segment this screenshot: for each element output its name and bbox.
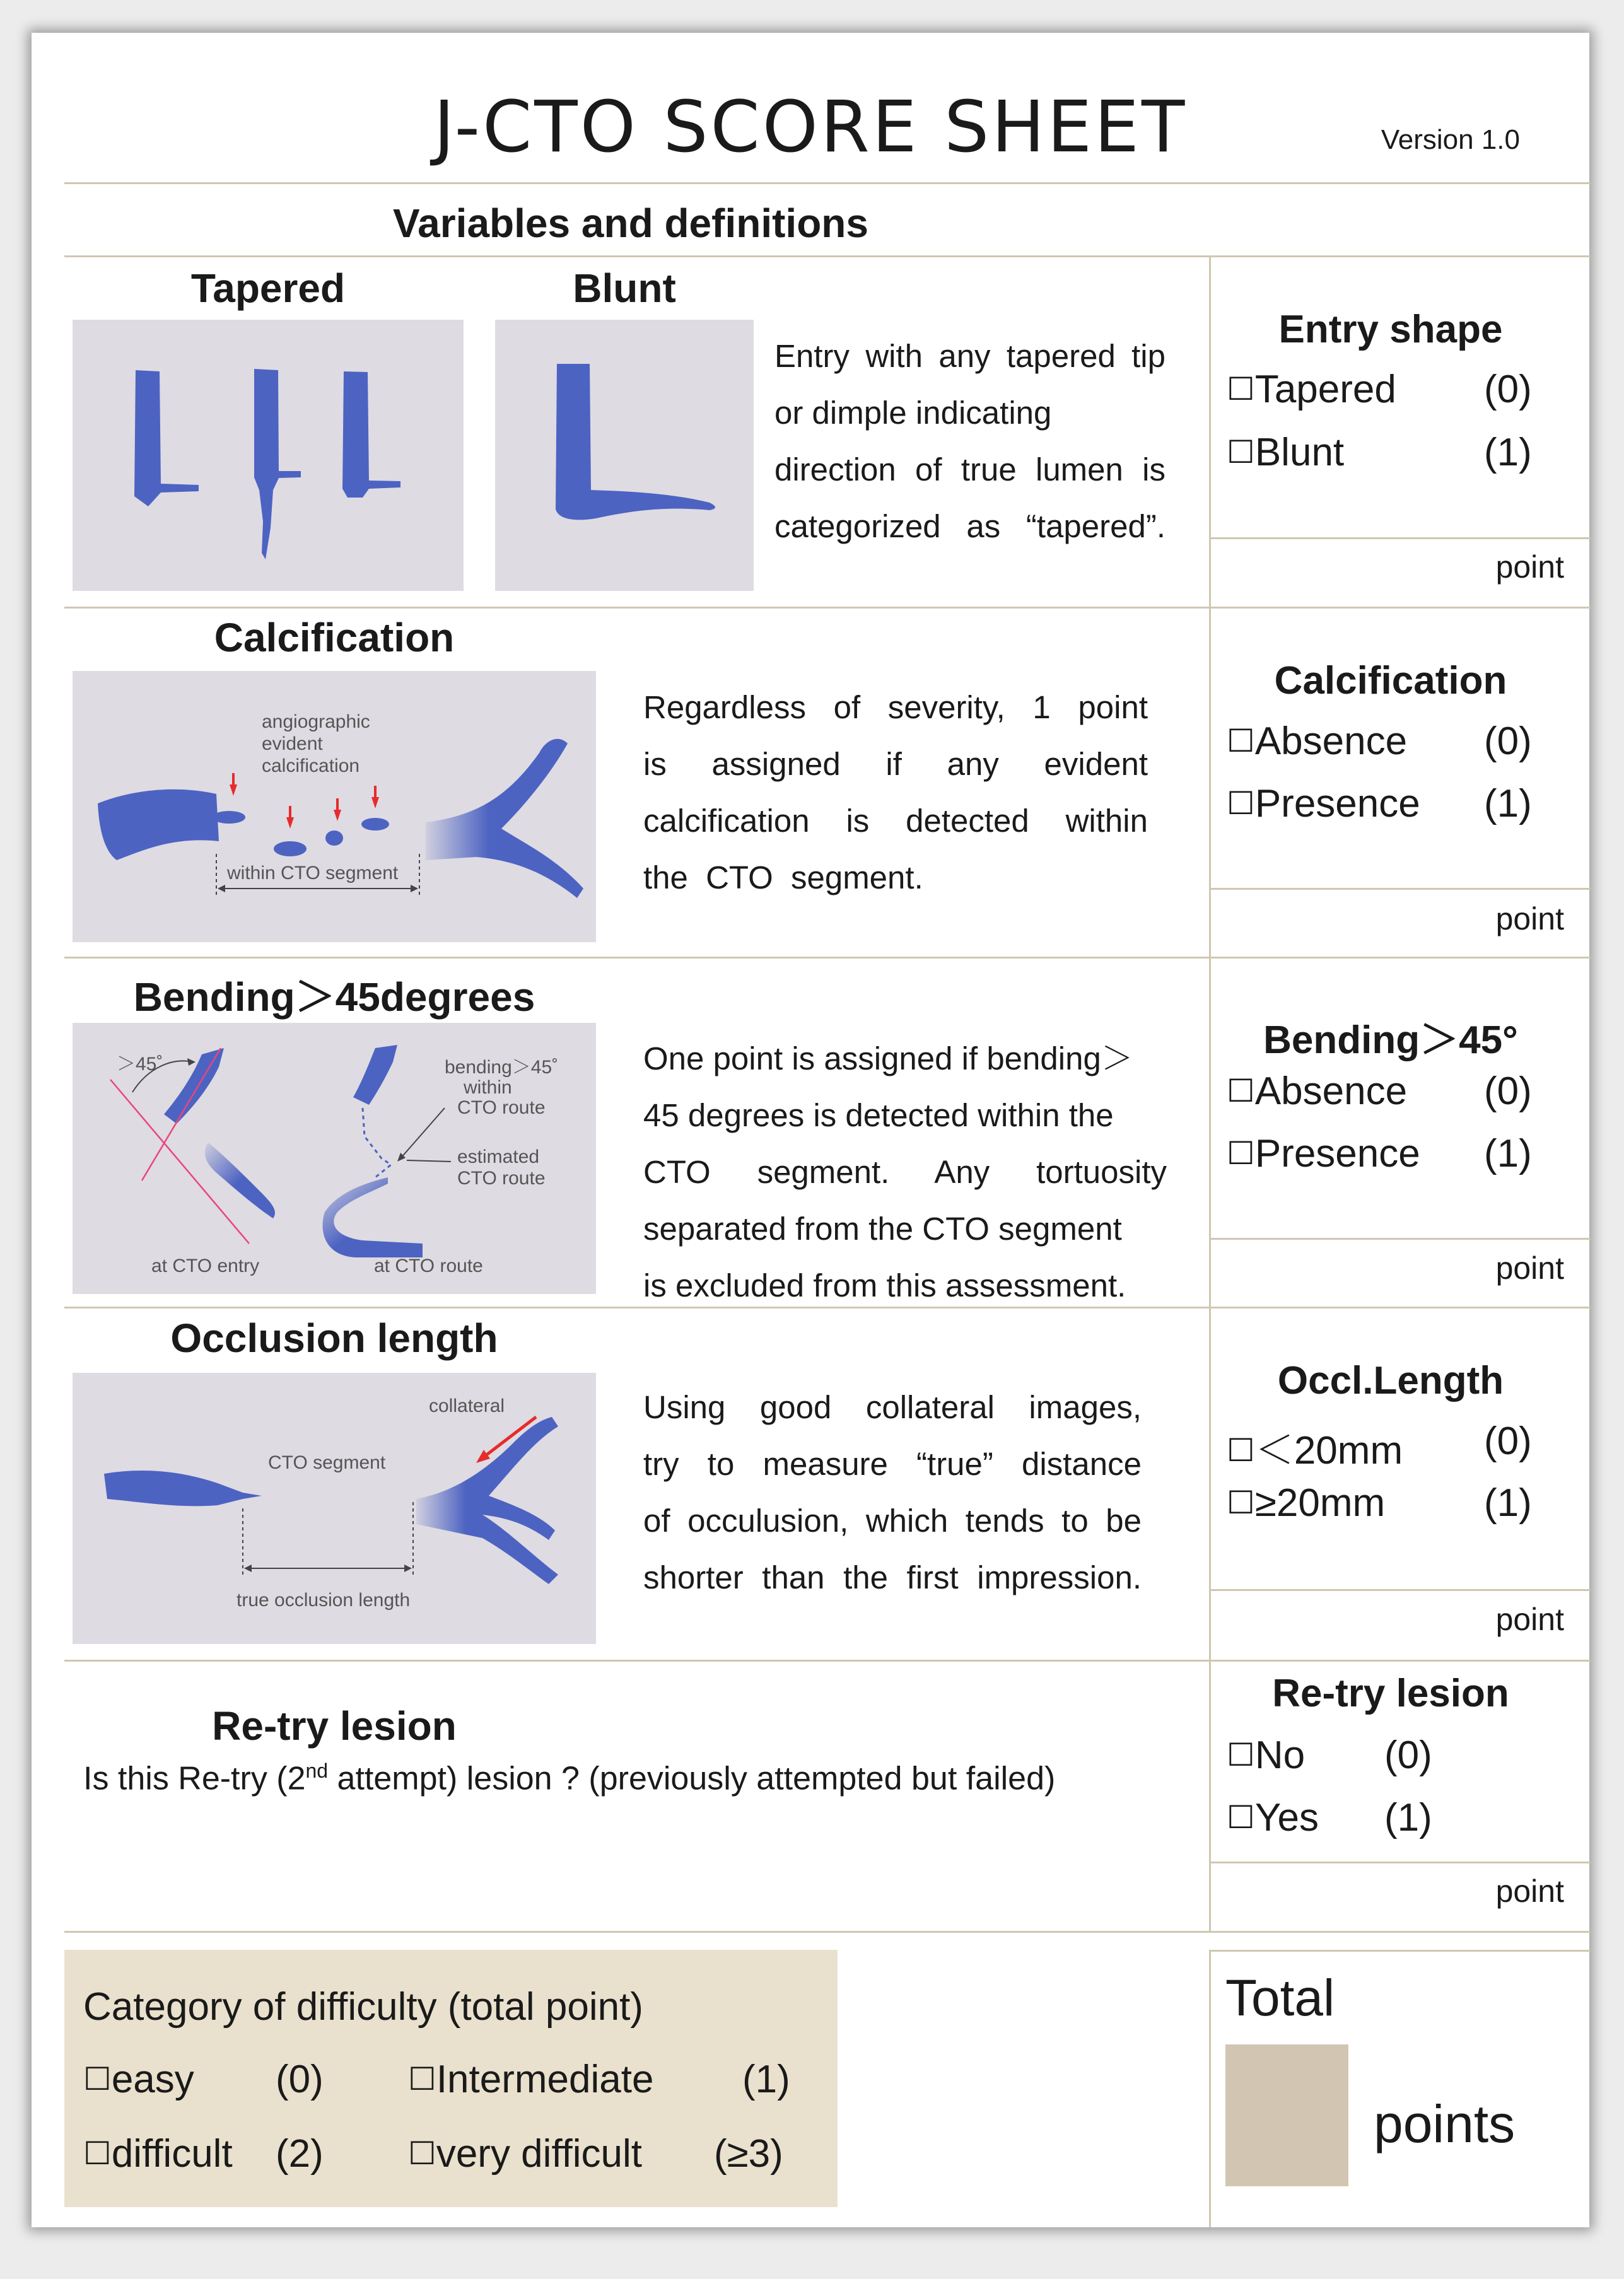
checkbox-icon[interactable]: ☐ [83, 2061, 112, 2097]
bend-desc-line: 45 degrees is detected within the [643, 1097, 1114, 1133]
bend-route-label-line: bending＞45˚ [445, 1057, 559, 1078]
occlusion-description [643, 1379, 1142, 1606]
option-score: (≥3) [714, 2132, 783, 2176]
calc-desc-line: Regardless of severity, 1 point [643, 689, 1148, 725]
page-title: J-CTO SCORE SHEET [433, 86, 1188, 168]
entry-shape-heading: Entry shape [1278, 308, 1503, 351]
bend-route-label-line: CTO route [457, 1097, 546, 1118]
entry-option-tapered[interactable] [1227, 367, 1396, 412]
entry-desc-line: or dimple indicating [774, 395, 1052, 431]
calcification-heading: Calcification [214, 615, 455, 660]
bend-desc-line: is excluded from this assessment. [643, 1268, 1126, 1303]
option-score: (1) [1484, 431, 1532, 474]
total-label: Total [1225, 1969, 1335, 2027]
category-option-difficult[interactable] [83, 2131, 233, 2176]
checkbox-icon[interactable]: ☐ [1227, 1799, 1255, 1836]
occl-collateral-label: collateral [429, 1396, 505, 1416]
checkbox-icon[interactable]: ☐ [1227, 1432, 1255, 1469]
bend-desc-line: separated from the CTO segment [643, 1211, 1122, 1247]
row-divider [64, 1660, 1591, 1662]
option-label: difficult [111, 2132, 233, 2176]
bend-angle-label: ＞45˚ [117, 1054, 163, 1075]
checkbox-icon[interactable]: ☐ [1227, 434, 1255, 470]
occl-desc-line: try to measure “true” distance [643, 1446, 1142, 1482]
points-label: points [1374, 2094, 1516, 2154]
occlusion-right-heading: Occl.Length [1277, 1359, 1504, 1402]
occlusion-illustration [73, 1373, 596, 1644]
retry-question-text: attempt) lesion ? (previously attempted but failed) [328, 1760, 1056, 1797]
total-points-field[interactable] [1225, 2044, 1348, 2186]
retry-right-heading: Re-try lesion [1272, 1672, 1509, 1715]
checkbox-icon[interactable]: ☐ [83, 2135, 112, 2172]
checkbox-icon[interactable]: ☐ [1227, 723, 1255, 759]
point-rule [1211, 1238, 1591, 1240]
option-label: No [1254, 1734, 1306, 1777]
category-option-very-difficult[interactable] [408, 2131, 642, 2176]
occl-desc-line: of occulusion, which tends to be [643, 1503, 1142, 1539]
entry-option-blunt[interactable] [1227, 430, 1344, 475]
tapered-image [73, 320, 464, 591]
option-label: ≥20mm [1254, 1481, 1386, 1525]
occlusion-heading: Occlusion length [170, 1315, 498, 1361]
point-rule [1211, 1862, 1591, 1863]
retry-point-field[interactable]: point [1495, 1874, 1564, 1909]
row-divider [64, 1931, 1591, 1933]
option-label: Presence [1254, 1132, 1420, 1175]
bend-option-presence[interactable] [1227, 1131, 1420, 1176]
bend-route-label: at CTO route [374, 1256, 483, 1276]
calc-segment-label: within CTO segment [227, 863, 399, 883]
retry-question [83, 1759, 1055, 1797]
retry-option-yes[interactable] [1227, 1795, 1319, 1840]
bending-image [73, 1023, 596, 1294]
column-divider [1209, 255, 1211, 1933]
tapered-vessels-illustration [73, 320, 464, 591]
option-label: Intermediate [436, 2058, 654, 2101]
option-score: (0) [1384, 1734, 1432, 1777]
calc-label-line: evident [262, 733, 323, 754]
calc-point-field[interactable]: point [1495, 901, 1564, 936]
calc-option-absence[interactable] [1227, 719, 1407, 764]
occlusion-image [73, 1373, 596, 1644]
difficulty-category-panel [64, 1950, 838, 2207]
calc-desc-line: calcification is detected within [643, 803, 1148, 839]
bend-desc-line: One point is assigned if bending＞ [643, 1040, 1133, 1076]
bending-right-heading: Bending＞45° [1263, 1018, 1518, 1062]
entry-desc-line: Entry with any tapered tip [774, 338, 1165, 374]
option-score: (1) [1384, 1796, 1432, 1839]
option-label: ＜20mm [1254, 1429, 1403, 1472]
calcification-illustration [73, 671, 596, 942]
option-score: (0) [1484, 720, 1532, 763]
bending-description [643, 1030, 1167, 1314]
bend-option-absence[interactable] [1227, 1069, 1407, 1114]
occl-true-length-label: true occlusion length [237, 1590, 411, 1611]
category-option-easy[interactable] [83, 2057, 194, 2102]
subtitle-rule [64, 255, 1591, 257]
row-divider [64, 607, 1591, 609]
checkbox-icon[interactable]: ☐ [1227, 1073, 1255, 1109]
checkbox-icon[interactable]: ☐ [1227, 1484, 1255, 1521]
point-rule [1211, 1589, 1591, 1591]
option-score: (0) [276, 2058, 324, 2101]
option-score: (2) [276, 2132, 324, 2176]
bending-heading: Bending＞45degrees [133, 974, 535, 1020]
option-label: Tapered [1254, 368, 1396, 411]
checkbox-icon[interactable]: ☐ [1227, 785, 1255, 822]
checkbox-icon[interactable]: ☐ [1227, 371, 1255, 407]
row-divider [64, 957, 1591, 959]
occl-point-field[interactable]: point [1495, 1602, 1564, 1637]
option-score: (0) [1484, 1070, 1532, 1113]
option-label: Yes [1254, 1796, 1319, 1839]
calc-label-line: angiographic [262, 711, 370, 732]
entry-point-field[interactable]: point [1495, 549, 1564, 585]
entry-desc-line: direction of true lumen is [774, 452, 1165, 487]
category-title: Category of difficulty (total point) [83, 1985, 643, 2029]
bend-point-field[interactable]: point [1495, 1250, 1564, 1286]
option-label: Blunt [1254, 431, 1345, 474]
header-rule [64, 182, 1591, 184]
option-score: (1) [1484, 1481, 1532, 1525]
option-score: (1) [1484, 782, 1532, 825]
retry-question-text: Is this Re-try (2 [83, 1760, 306, 1797]
calcification-description [643, 679, 1148, 906]
category-option-intermediate[interactable] [408, 2057, 653, 2102]
bend-estimated-label-line: estimated [457, 1146, 540, 1167]
checkbox-icon[interactable]: ☐ [408, 2135, 436, 2172]
option-label: Presence [1254, 782, 1420, 825]
option-score: (0) [1484, 368, 1532, 411]
option-score: (1) [1484, 1132, 1532, 1175]
bend-estimated-label-line: CTO route [457, 1168, 546, 1189]
score-sheet [32, 33, 1589, 2227]
blunt-heading: Blunt [573, 265, 676, 311]
option-score: (1) [742, 2058, 790, 2101]
bend-route-label-line: within [464, 1077, 512, 1098]
occl-option-short[interactable] [1227, 1419, 1403, 1475]
calcification-image [73, 671, 596, 942]
calcification-right-heading: Calcification [1274, 659, 1507, 702]
retry-question-sup: nd [305, 1759, 329, 1782]
occl-segment-label: CTO segment [268, 1452, 386, 1473]
retry-option-no[interactable] [1227, 1733, 1305, 1778]
occl-desc-line: shorter than the first impression. [643, 1559, 1142, 1595]
bend-entry-label: at CTO entry [151, 1256, 260, 1276]
tapered-heading: Tapered [190, 265, 346, 311]
bend-desc-line: CTO segment. Any tortuosity [643, 1154, 1167, 1190]
column-divider [1209, 1950, 1211, 2227]
checkbox-icon[interactable]: ☐ [1227, 1737, 1255, 1773]
blunt-image [495, 320, 754, 591]
occl-desc-line: Using good collateral images, [643, 1389, 1142, 1425]
occl-option-long[interactable] [1227, 1481, 1385, 1525]
calc-label-line: calcification [262, 755, 360, 776]
option-label: easy [111, 2058, 194, 2101]
calc-desc-line: the CTO segment. [643, 860, 923, 895]
bending-illustration [73, 1023, 596, 1294]
calc-desc-line: is assigned if any evident [643, 746, 1148, 782]
point-rule [1211, 537, 1591, 539]
option-score: (0) [1484, 1419, 1532, 1463]
total-top-rule [1211, 1950, 1591, 1952]
checkbox-icon[interactable]: ☐ [1227, 1135, 1255, 1172]
retry-title: Re-try lesion [212, 1703, 457, 1749]
section-subtitle: Variables and definitions [393, 201, 868, 246]
option-label: Absence [1254, 720, 1408, 763]
point-rule [1211, 888, 1591, 890]
entry-description [774, 328, 1165, 555]
blunt-vessel-illustration [495, 320, 754, 591]
option-label: Absence [1254, 1070, 1408, 1113]
checkbox-icon[interactable]: ☐ [408, 2061, 436, 2097]
calc-option-presence[interactable] [1227, 781, 1420, 826]
option-label: very difficult [436, 2132, 643, 2176]
version-label: Version 1.0 [1381, 124, 1520, 155]
entry-desc-line: categorized as “tapered”. [774, 508, 1165, 544]
